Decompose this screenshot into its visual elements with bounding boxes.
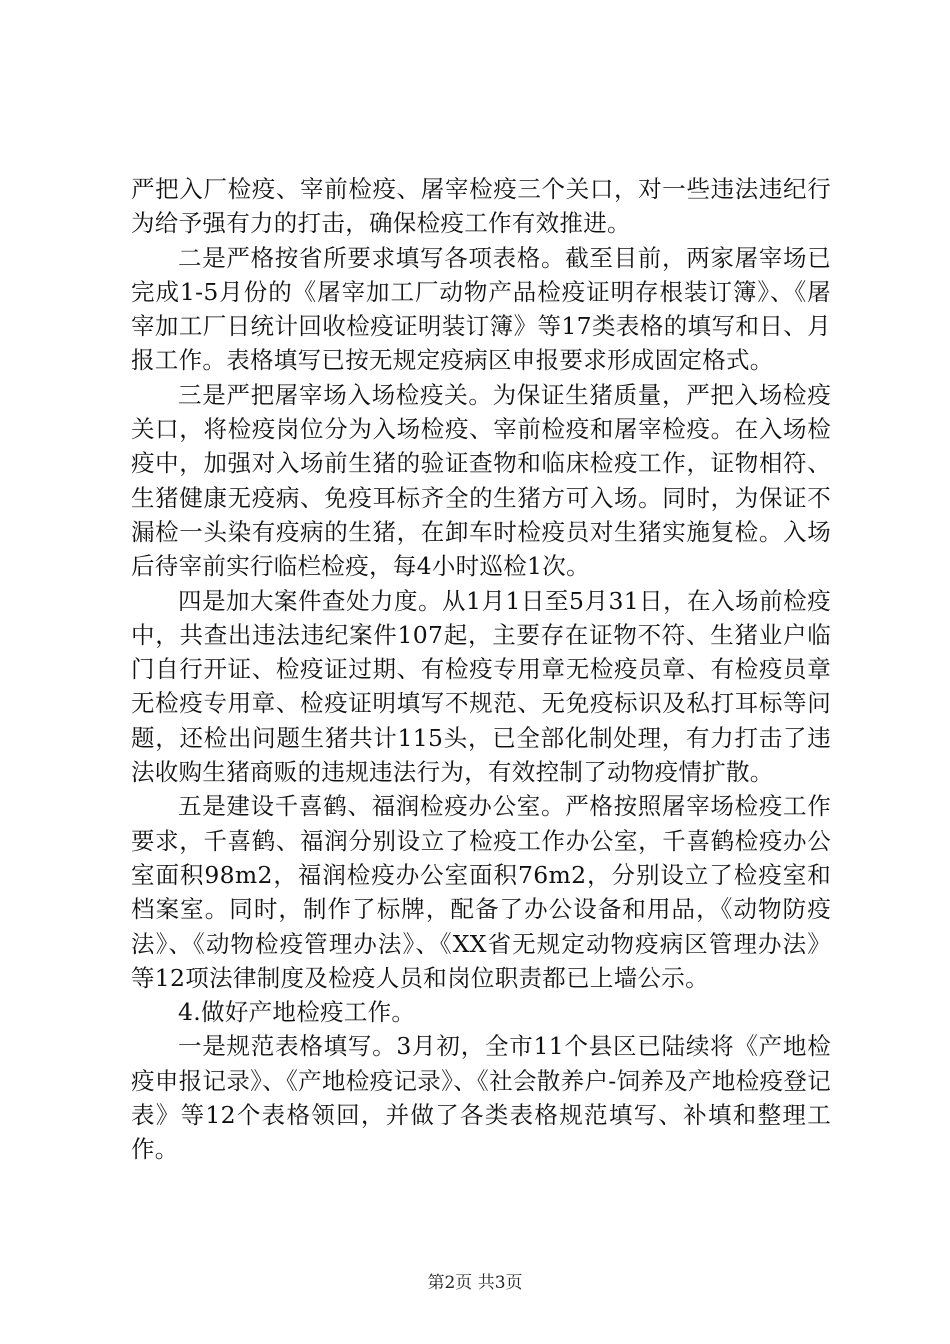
page-number-footer: 第2页 共3页 (427, 1273, 523, 1293)
document-body (131, 172, 831, 1167)
section-heading-origin-quarantine: 4.做好产地检疫工作。 (178, 998, 416, 1027)
paragraph-forms: 二是严格按省所要求填写各项表格。截至目前，两家屠宰场已完成1-5月份的《屠宰加工厂动物产品检疫证明存根装订簿》、《屠宰加工厂日统计回收检疫证明装订簿》等17类表格的填写和日、月报工作。表格填写已按无规定疫病区申报要求形成固定格式。 (131, 243, 831, 375)
paragraph-entry-quarantine: 三是严把屠宰场入场检疫关。为保证生猪质量，严把入场检疫关口，将检疫岗位分为入场检疫、宰前检疫和屠宰检疫。在入场检疫中，加强对入场前生猪的验证查物和临床检疫工作，证物相符、生猪健康无疫病、免疫耳标齐全的生猪方可入场。同时，为保证不漏检一头染有疫病的生猪，在卸车时检疫员对生猪实施复检。入场后待宰前实行临栏检疫，每4小时巡检1次。 (131, 380, 831, 581)
paragraph-continuation: 严把入厂检疫、宰前检疫、屠宰检疫三个关口，对一些违法违纪行为给予强有力的打击，确保检疫工作有效推进。 (131, 175, 831, 238)
paragraph-case-investigation: 四是加大案件查处力度。从1月1日至5月31日，在入场前检疫中，共查出违法违纪案件107起，主要存在证物不符、生猪业户临门自行开证、检疫证过期、有检疫专用章无检疫员章、有检疫员章无检疫专用章、检疫证明填写不规范、无免疫标识及私打耳标等问题，还检出问题生猪共计115头，已全部化制处理，有力打击了违法收购生猪商贩的违规违法行为，有效控制了动物疫情扩散。 (131, 586, 831, 787)
paragraph-form-standardization: 一是规范表格填写。3月初，全市11个县区已陆续将《产地检疫申报记录》、《产地检疫记录》、《社会散养户-饲养及产地检疫登记表》等12个表格领回，并做了各类表格规范填写、补填和整理工作。 (131, 1032, 831, 1164)
paragraph-office-construction: 五是建设千喜鹤、福润检疫办公室。严格按照屠宰场检疫工作要求，千喜鹤、福润分别设立了检疫工作办公室，千喜鹤检疫办公室面积98m2，福润检疫办公室面积76m2，分别设立了检疫室和档案室。同时，制作了标牌，配备了办公设备和用品，《动物防疫法》、《动物检疫管理办法》、《XX省无规定动物疫病区管理办法》等12项法律制度及检疫人员和岗位职责都已上墙公示。 (131, 792, 831, 992)
